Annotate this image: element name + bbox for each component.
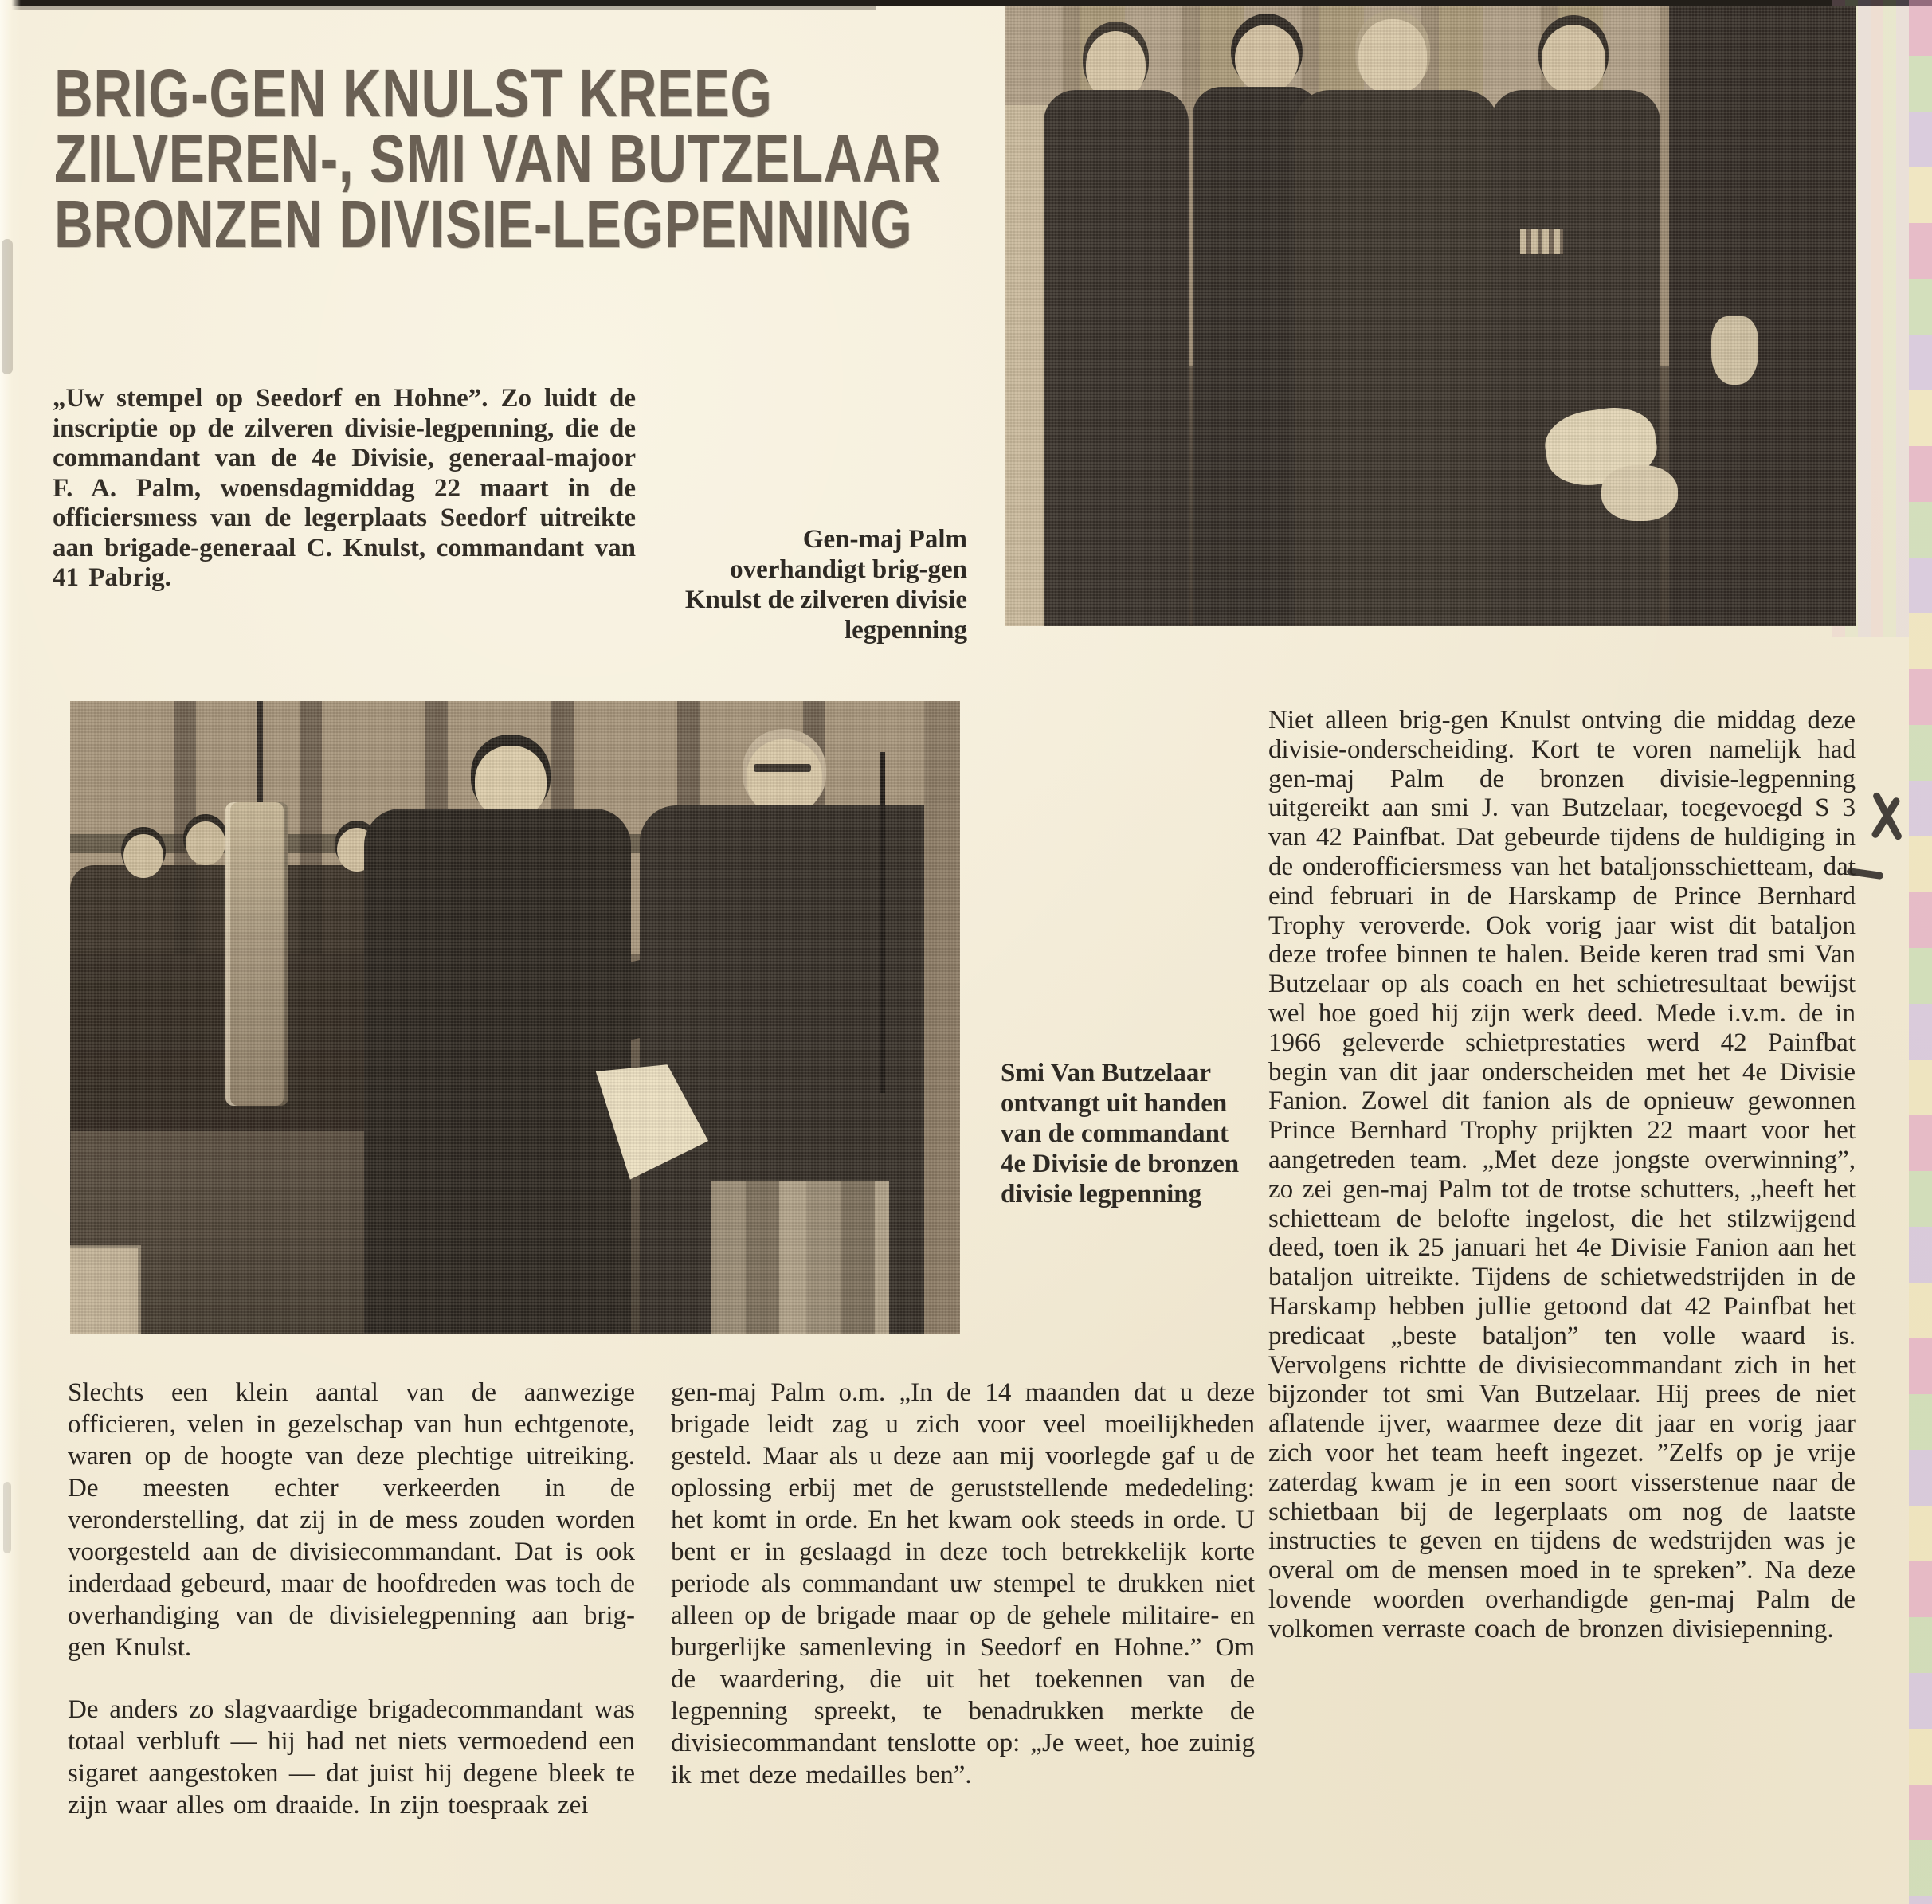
- scan-top-edge: [0, 0, 1932, 6]
- handwritten-x-mark: [1847, 790, 1910, 886]
- headline-line-2: ZILVEREN-, SMI VAN BUTZELAAR: [54, 121, 942, 196]
- body-column-middle: [671, 1377, 1255, 1893]
- scan-smudge: [2, 239, 13, 374]
- paragraph: De anders zo slagvaardige brigadecommandant was totaal verbluft — hij had net niets vermoedend een sigaret aangestoken — dat juist hij degene bleek te zijn waar alles om draaide. In zijn toespraak zei: [68, 1695, 635, 1820]
- paragraph: Niet alleen brig-gen Knulst ontving die middag deze divisie-onderscheiding. Kort te voren namelijk had gen-maj Palm de bronzen divisie-legpenning uitgereikt aan smi J. van Butzelaar, toegevoegd S 3 van 42 Painfbat. Dat gebeurde tijdens de huldiging in de onderofficiersmess van het bataljonsschietteam, dat eind februari in de Harskamp de Prince Bernhard Trophy veroverde. Ook vorig jaar wist dit bataljon deze trofee binnen te halen. Beide keren trad smi Van Butzelaar op als coach en het schietresultaat bewijst wel hoe goed hij zijn werk deed. Mede i.v.m. de in 1966 geleverde schietprestaties werd 42 Painfbat begin van dit jaar onderscheiden met het 4e Divisie Fanion. Zowel dit fanion als de opnieuw gewonnen Prince Bernhard Trophy prijkten 22 maart voor het aangetreden team. „Met deze jongste overwinning”, zo zei gen-maj Palm tot de trotse schutters, „heeft het schietteam de belofte ingelost, die het stilzwijgend deed, toen ik 25 januari het 4e Divisie Fanion aan het bataljon uitreikte. Tijdens de schietwedstrijden in de Harskamp hebben jullie getoond dat 42 Painfbat het predicaat „beste bataljon” ten volle waard is. Vervolgens richtte de divisiecommandant zich in het bijzonder tot smi Van Butzelaar. Hij prees de niet aflatende ijver, waarmee deze dit jaar en vorig jaar zich voor het team heeft ingezet. ”Zelfs op je vrije zaterdag kwam je in een soort visserstenue naar de schietbaan bij de legerplaats om nog de laatste instructies te geven en tijdens de wedstrijden was je overal om de mensen moed in te spreken”. Na deze lovende woorden overhandigde gen-maj Palm de volkomen verraste coach de bronzen divisiepenning.: [1268, 706, 1856, 1643]
- photo-halftone-texture: [70, 701, 960, 1334]
- paragraph: gen-maj Palm o.m. „In de 14 maanden dat u deze brigade leidt zag u zich voor veel moeilijkheden gesteld. Maar als u deze aan mij voorlegde gaf u de oplossing erbij met de geruststellende mededeling: het komt in orde. En het kwam ook steeds in orde. U bent er in geslaagd in deze toch betrekkelijk korte periode als commandant uw stempel te drukken niet alleen op de brigade maar op de gehele militaire- en burgerlijke samenleving in Seedorf en Hohne.” Om de waardering, die uit het toekennen van de legpenning spreekt, te benadrukken merkte de divisiecommandant tenslotte op: „Je weet, hoe zuinig ik met deze medailles ben”.: [671, 1378, 1255, 1789]
- photo-caption-silver-medal: Gen-maj Palm overhandigt brig-gen Knulst de zilveren divisie legpenning: [684, 525, 967, 644]
- headline-line-1: BRIG-GEN KNULST KREEG: [54, 56, 773, 131]
- article-lede: „Uw stempel op Seedorf en Hohne”. Zo luidt de inscriptie op de zilveren divisie-legpenning, die de commandant van de 4e Divisie, generaal-majoor F. A. Palm, woensdagmiddag 22 maart in de officiersmess van de legerplaats Seedorf uitreikte aan brigade-generaal C. Knulst, commandant van 41 Pabrig.: [53, 384, 636, 592]
- body-column-left: [68, 1377, 635, 1893]
- headline-line-3: BRONZEN DIVISIE-LEGPENNING: [54, 186, 913, 261]
- body-column-right: [1268, 706, 1856, 1881]
- photo-medal-presentation: [70, 701, 960, 1334]
- scan-right-edge-rainbow: [1909, 0, 1932, 1904]
- article-headline: [54, 56, 1010, 261]
- scan-smudge: [3, 1482, 11, 1553]
- scan-top-edge-shadow: [0, 6, 876, 10]
- photo-halftone-texture: [1005, 6, 1856, 626]
- photo-caption-bronze-medal: Smi Van Butzelaar ontvangt uit handen van de commandant 4e Divisie de bronzen divisie legpenning: [1001, 1059, 1240, 1209]
- paragraph: Slechts een klein aantal van de aanwezige officieren, velen in gezelschap van hun echtgenote, waren op de hoogte van deze plechtige uitreiking. De meesten echter verkeerden in de veronderstelling, dat zij in de mess zouden worden voorgesteld aan de divisiecommandant. Dat is ook inderdaad gebeurd, maar de hoofdreden was toch de overhandiging van de divisielegpenning aan brig-gen Knulst.: [68, 1378, 635, 1662]
- photo-award-ceremony-group: [1005, 6, 1856, 626]
